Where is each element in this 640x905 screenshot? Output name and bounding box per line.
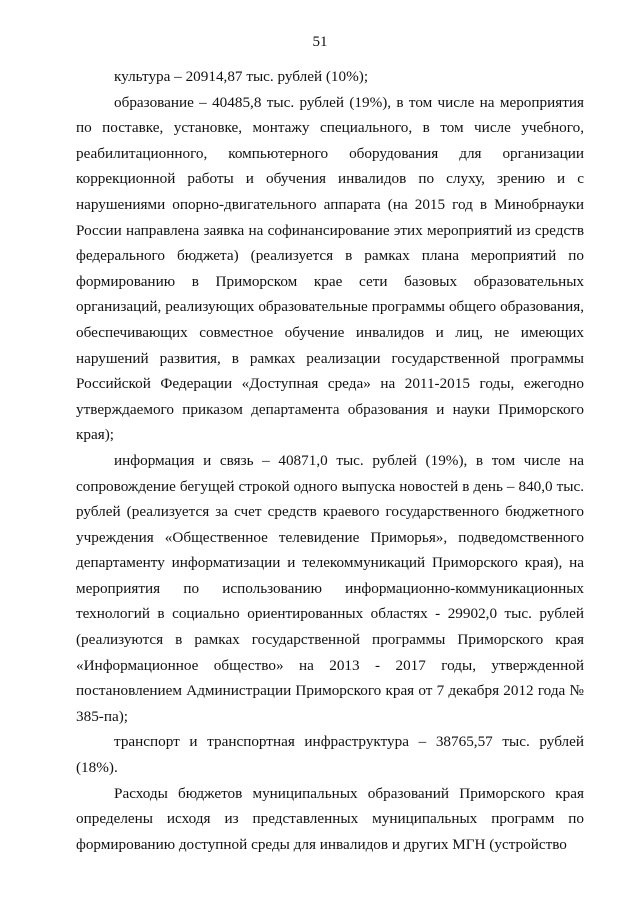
paragraph-municipal-budgets: Расходы бюджетов муниципальных образований Приморского края определены исходя из представленных муниципальных программ по формированию доступной среды для инвалидов и других МГН (устройство [76,784,584,853]
page-number: 51 [312,34,328,50]
paragraph-transport: транспорт и транспортная инфраструктура – 38765,57 тыс. рублей (18%). [76,733,584,777]
paragraph-culture: культура – 20914,87 тыс. рублей (10%); [114,68,369,85]
paragraph-education: образование – 40485,8 тыс. рублей (19%), в том числе на мероприятия по поставке, установке, монтажу специального, в том числе учебного, реабилитационного, компьютерного оборудования для организации коррекционной работы и обучения инвалидов по слуху, зрению и с нарушениями опорно-двигательного аппарата (на 2015 год в Минобрнауки России направлена заявка на софинансирование этих мероприятий из средств федерального бюджета) (реализуется в рамках плана мероприятий по формированию в Приморском крае сети базовых образовательных организаций, реализующих образовательные программы общего образования, обеспечивающих совместное обучение инвалидов и лиц, не имеющих нарушений развития, в рамках реализации государственной программы Российской Федерации «Доступная среда» на 2011-2015 годы, ежегодно утверждаемого приказом департамента образования и науки Приморского края); [76,93,584,444]
paragraph-information: информация и связь – 40871,0 тыс. рублей (19%), в том числе на сопровождение бегущей строкой одного выпуска новостей в день – 840,0 тыс. рублей (реализуется за счет средств краевого государственного бюджетного учреждения «Общественное телевидение Приморья», подведомственного департаменту информатизации и телекоммуникаций Приморского края), на мероприятия по использованию информационно-коммуникационных технологий в социально ориентированных областях - 29902,0 тыс. рублей (реализуются в рамках государственной программы Приморского края «Информационное общество» на 2013 - 2017 годы, утвержденной постановлением Администрации Приморского края от 7 декабря 2012 года № 385-па); [76,451,584,725]
document-body [76,64,584,857]
